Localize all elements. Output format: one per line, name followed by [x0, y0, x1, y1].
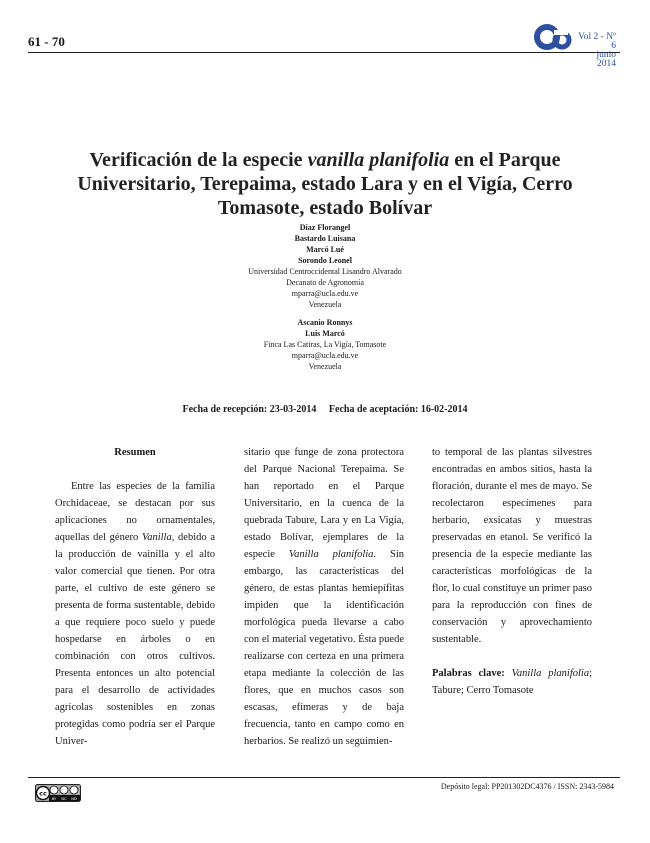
affiliation-line: Venezuela	[308, 300, 342, 309]
species-name: Vanilla planifolia	[288, 549, 374, 560]
abstract-heading: Resumen	[114, 447, 156, 458]
affiliation-line: Finca Las Catiras, La Vigía, Tomasote	[263, 340, 387, 349]
volume-number: Vol 2 - Nº 6	[578, 32, 616, 51]
affiliation-line: Universidad Centroccidental Lisandro Alvarado	[248, 267, 402, 276]
article-title	[40, 148, 610, 220]
abstract-column-3	[432, 444, 592, 699]
author-email[interactable]: mparra@ucla.edu.ve	[291, 289, 359, 298]
license-nd-label: ND	[71, 797, 77, 801]
author-name: Marcó Lué	[306, 245, 344, 254]
abstract-column-1	[55, 444, 215, 750]
affiliation-line: Venezuela	[308, 362, 342, 371]
author-name: Sorondo Leonel	[298, 256, 352, 265]
affiliation-line: Decanato de Agronomía	[286, 278, 364, 287]
title-part-3: en el Parque Universitario, Terepaima, estado Lara y en el Vigía, Cerro Tomasote, estado Bolívar	[77, 149, 573, 219]
header-divider	[28, 52, 620, 53]
author-name: Bastardo Luisana	[294, 234, 356, 243]
author-group-2	[100, 317, 550, 372]
legal-deposit: Depósito legal: PP201302DC4376 / ISSN: 2343-5984	[440, 782, 614, 791]
abstract-paragraph: to temporal de las plantas silvestres encontradas en ambos sitios, hasta la floración, durante el mes de mayo. Se recolectaron especímenes para herbario, exsicatas y muestras preservadas en etanol. Se verificó la presencia de la especie mediante las características morfológicas de la flor, lo cual constituye un primer paso para la reproducción con fines de conservación y aprovechamiento sustentable.	[432, 447, 592, 645]
abstract-text: Entre las especies de la familia Orchidaceae, se destacan por sus aplicaciones no ornamentales, aquellas del género	[55, 481, 215, 543]
accepted-date: Fecha de aceptación: 16-02-2014	[328, 404, 468, 415]
abstract-text: . Sin embargo, las características del género, de estas plantas hemiepífitas impiden que la identificación morfológica pueda llevarse a cabo con el material vegetativo. Ésta puede realizarse con certeza en una primera etapa mediante la colección de las flores, que en muchos casos son escasas, efímeras y de baja frecuencia, tanto en campo como en herbarios. Se realizó un seguimien-	[244, 549, 404, 747]
abstract-text: , debido a la producción de vainilla y el alto valor comercial que tienen. Por otra parte, el cultivo de este género se presenta de forma sustentable, debido a que requiere poco suelo y puede hospedarse en árboles o en combinación con otros cultivos. Presenta entonces un alto potencial para el desarrollo de actividades agrícolas sostenibles en zonas protegidas como podría ser el Parque Univer-	[55, 532, 215, 747]
page-range: 61 - 70	[28, 34, 65, 49]
abstract-text: sitario que funge de zona protectora del Parque Nacional Terepaima. Se han reportado en el Parque Universitario, en la cuenca de la quebrada Tabure, Lara y en La Vigía, estado Bolívar, ejemplares de la especie	[244, 447, 404, 560]
title-part-1: Verificación de la especie	[89, 149, 308, 171]
footer-divider	[28, 777, 620, 778]
author-name: Ascanio Ronnys	[297, 318, 353, 327]
svg-text:cc: cc	[39, 789, 47, 798]
keywords-rest: ; Tabure; Cerro Tomasote	[432, 668, 592, 696]
author-name: Luis Marcó	[305, 329, 345, 338]
issue-date: junio 2014	[596, 50, 616, 69]
author-email[interactable]: mparra@ucla.edu.ve	[291, 351, 359, 360]
volume-info	[576, 33, 616, 69]
abstract-paragraph	[55, 478, 215, 750]
keywords-label: Palabras clave:	[432, 668, 505, 679]
abstract-paragraph	[244, 444, 404, 750]
abstract-column-2	[244, 444, 404, 750]
journal-logo-icon	[534, 22, 574, 52]
license-nc-label: NC	[61, 797, 67, 801]
genus-name: Vanilla	[141, 532, 172, 543]
license-by-label: BY	[51, 797, 57, 801]
title-species: vanilla planifolia	[307, 149, 450, 171]
submission-dates	[60, 404, 590, 415]
author-group-1	[100, 222, 550, 310]
received-date: Fecha de recepción: 23-03-2014	[182, 404, 317, 415]
keyword-species: Vanilla planifolia	[511, 668, 590, 679]
author-name: Díaz Florangel	[299, 223, 351, 232]
creative-commons-by-nc-nd-icon[interactable]	[35, 784, 81, 802]
keywords	[432, 665, 592, 699]
